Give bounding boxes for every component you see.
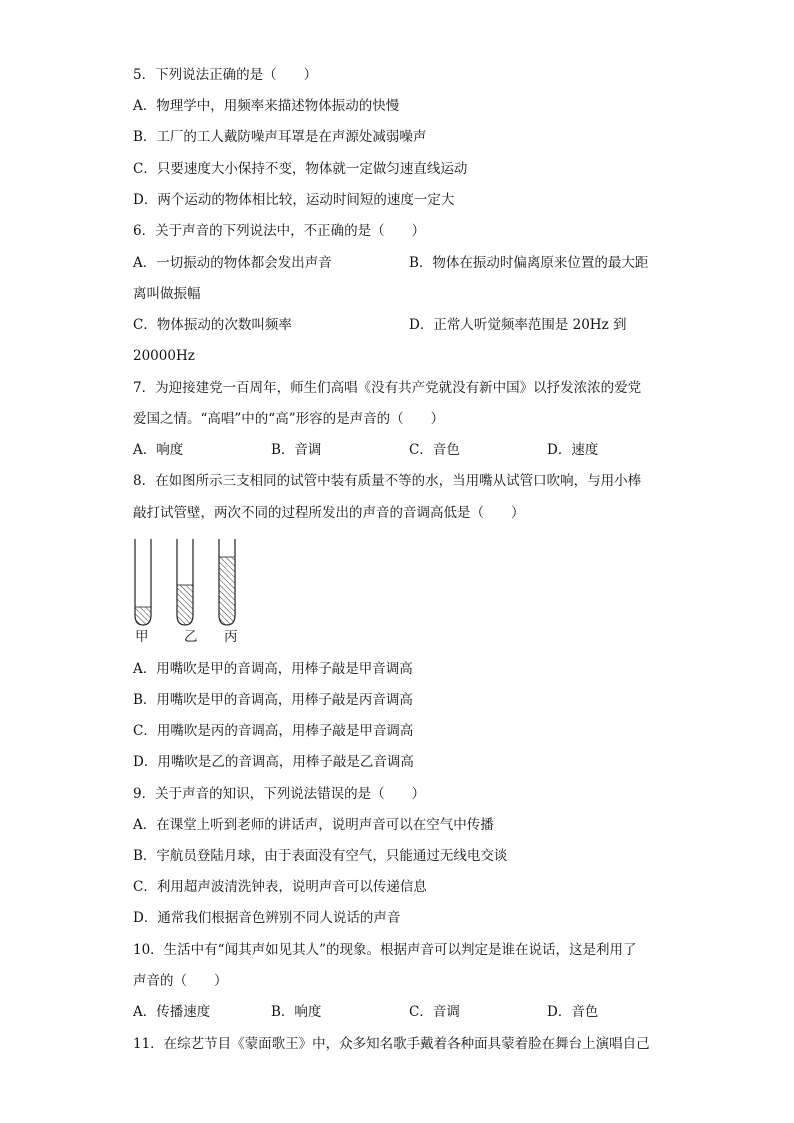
tube-bing	[219, 539, 235, 625]
q9-option-b: B．宇航员登陆月球，由于表面没有空气，只能通过无线电交谈	[133, 848, 508, 864]
q9-option-a: A．在课堂上听到老师的讲话声，说明声音可以在空气中传播	[133, 817, 494, 833]
q9-option-d: D．通常我们根据音色辨别不同人说话的声音	[133, 910, 401, 926]
q6-option-a: A．一切振动的物体都会发出声音	[133, 255, 332, 271]
water-yi	[177, 585, 193, 625]
q8-option-b: B．用嘴吹是甲的音调高，用棒子敲是丙音调高	[133, 692, 413, 708]
water-jia	[135, 607, 151, 625]
q10-option-a: A．传播速度	[133, 1004, 211, 1020]
q6-option-d-line2: 20000Hz	[133, 348, 195, 364]
test-tubes-figure	[126, 537, 256, 647]
q7-option-c: C．音色	[409, 442, 460, 458]
q10-option-d: D．音色	[547, 1004, 599, 1020]
q9-stem: 9．关于声音的知识，下列说法错误的是（ ）	[133, 786, 426, 802]
q5-option-d: D．两个运动的物体相比较，运动时间短的速度一定大	[133, 192, 455, 208]
q5-stem: 5．下列说法正确的是（ ）	[133, 67, 318, 83]
q6-option-b-line2: 离叫做振幅	[133, 286, 201, 302]
water-bing	[219, 557, 235, 625]
q8-stem-line1: 8．在如图所示三支相同的试管中装有质量不等的水，当用嘴从试管口吹响，与用小棒	[133, 473, 642, 489]
tube-jia	[135, 539, 151, 625]
q11-stem-line1: 11．在综艺节目《蒙面歌王》中，众多知名歌手戴着各种面具蒙着脸在舞台上演唱自己	[133, 1036, 650, 1052]
tube-label-bing: 丙	[224, 629, 238, 645]
q6-option-d-line1: D．正常人听觉频率范围是 20Hz 到	[409, 317, 627, 333]
q10-option-b: B．响度	[271, 1004, 322, 1020]
q5-option-a: A．物理学中，用频率来描述物体振动的快慢	[133, 98, 400, 114]
q7-option-b: B．音调	[271, 442, 322, 458]
q10-stem-line2: 声音的（ ）	[133, 973, 228, 989]
q7-option-d: D．速度	[547, 442, 599, 458]
q6-stem: 6．关于声音的下列说法中，不正确的是（ ）	[133, 223, 426, 239]
tube-label-jia: 甲	[135, 629, 149, 645]
q7-stem-line1: 7．为迎接建党一百周年，师生们高唱《没有共产党就没有新中国》以抒发浓浓的爱党	[133, 380, 642, 396]
tube-label-yi: 乙	[184, 629, 198, 645]
q6-option-b-line1: B．物体在振动时偏离原来位置的最大距	[409, 255, 649, 271]
tube-yi	[177, 539, 193, 625]
q5-option-b: B．工厂的工人戴防噪声耳罩是在声源处减弱噪声	[133, 129, 427, 145]
q8-option-c: C．用嘴吹是丙的音调高，用棒子敲是甲音调高	[133, 723, 414, 739]
q7-stem-line2: 爱国之情。“高唱”中的“高”形容的是声音的（ ）	[133, 411, 445, 427]
q7-option-a: A．响度	[133, 442, 184, 458]
q8-stem-line2: 敲打试管壁，两次不同的过程所发出的声音的音调高低是（ ）	[133, 505, 525, 521]
q5-option-c: C．只要速度大小保持不变，物体就一定做匀速直线运动	[133, 161, 468, 177]
q6-option-c: C．物体振动的次数叫频率	[133, 317, 292, 333]
q8-option-a: A．用嘴吹是甲的音调高，用棒子敲是甲音调高	[133, 661, 413, 677]
q10-stem-line1: 10．生活中有“闻其声如见其人”的现象。根据声音可以判定是谁在说话，这是利用了	[133, 942, 637, 958]
q8-option-d: D．用嘴吹是乙的音调高，用棒子敲是乙音调高	[133, 754, 414, 770]
q9-option-c: C．利用超声波清洗钟表，说明声音可以传递信息	[133, 879, 427, 895]
q10-option-c: C．音调	[409, 1004, 460, 1020]
